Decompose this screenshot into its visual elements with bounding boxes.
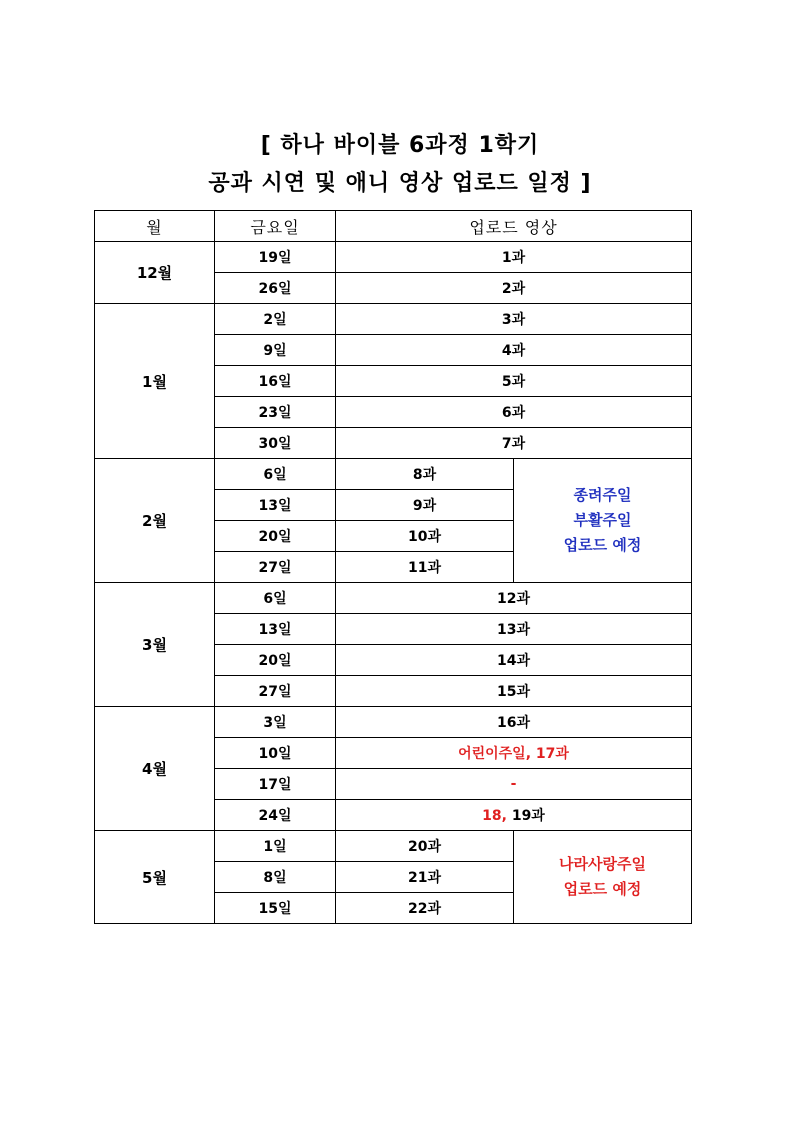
lesson-cell: 9과: [336, 490, 514, 521]
day-cell: 1일: [215, 831, 336, 862]
lesson-cell: 21과: [336, 862, 514, 893]
table-row: [95, 583, 692, 614]
day-cell: 17일: [215, 769, 336, 800]
month-cell-mar: 3월: [95, 583, 215, 707]
lesson-red-part: 18,: [482, 808, 507, 824]
table-row: [95, 242, 692, 273]
lesson-cell: 5과: [336, 366, 692, 397]
note-line: 업로드 예정: [563, 880, 642, 898]
table-row: [95, 304, 692, 335]
table-row: [95, 459, 692, 490]
lesson-cell: 4과: [336, 335, 692, 366]
lesson-cell: 10과: [336, 521, 514, 552]
may-note-cell: [514, 831, 692, 924]
month-cell-dec: 12월: [95, 242, 215, 304]
day-cell: 13일: [215, 614, 336, 645]
day-cell: 9일: [215, 335, 336, 366]
day-cell: 30일: [215, 428, 336, 459]
day-cell: 6일: [215, 459, 336, 490]
table-row: [95, 831, 692, 862]
day-cell: 15일: [215, 893, 336, 924]
day-cell: 13일: [215, 490, 336, 521]
lesson-cell: 어린이주일, 17과: [336, 738, 692, 769]
note-line: 종려주일: [573, 486, 632, 504]
month-cell-jan: 1월: [95, 304, 215, 459]
lesson-cell: [336, 800, 692, 831]
day-cell: 8일: [215, 862, 336, 893]
lesson-cell: 16과: [336, 707, 692, 738]
note-line: 부활주일: [573, 511, 632, 529]
header-month: 월: [95, 211, 215, 242]
day-cell: 16일: [215, 366, 336, 397]
lesson-cell: 12과: [336, 583, 692, 614]
table-row: [95, 707, 692, 738]
schedule-table: [94, 210, 692, 924]
lesson-black-part: 19과: [506, 808, 545, 824]
day-cell: 19일: [215, 242, 336, 273]
day-cell: 20일: [215, 521, 336, 552]
document-title-line2: 공과 시연 및 애니 영상 업로드 일정 ]: [208, 171, 592, 196]
day-cell: 6일: [215, 583, 336, 614]
lesson-cell: 3과: [336, 304, 692, 335]
month-cell-feb: 2월: [95, 459, 215, 583]
lesson-cell: 7과: [336, 428, 692, 459]
note-line: 업로드 예정: [563, 536, 642, 554]
header-upload: 업로드 영상: [336, 211, 692, 242]
table-header-row: [95, 211, 692, 242]
lesson-cell: 14과: [336, 645, 692, 676]
lesson-cell: 1과: [336, 242, 692, 273]
lesson-cell: 15과: [336, 676, 692, 707]
lesson-cell: 20과: [336, 831, 514, 862]
lesson-cell: 8과: [336, 459, 514, 490]
month-cell-apr: 4월: [95, 707, 215, 831]
day-cell: 24일: [215, 800, 336, 831]
day-cell: 20일: [215, 645, 336, 676]
lesson-cell: 22과: [336, 893, 514, 924]
day-cell: 10일: [215, 738, 336, 769]
day-cell: 2일: [215, 304, 336, 335]
lesson-cell: 6과: [336, 397, 692, 428]
note-line: 나라사랑주일: [559, 855, 646, 873]
month-cell-may: 5월: [95, 831, 215, 924]
day-cell: 23일: [215, 397, 336, 428]
lesson-cell: -: [336, 769, 692, 800]
document-title-line1: [ 하나 바이블 6과정 1학기: [260, 133, 540, 158]
day-cell: 26일: [215, 273, 336, 304]
day-cell: 3일: [215, 707, 336, 738]
header-friday: 금요일: [215, 211, 336, 242]
lesson-cell: 11과: [336, 552, 514, 583]
lesson-cell: 2과: [336, 273, 692, 304]
day-cell: 27일: [215, 552, 336, 583]
lesson-cell: 13과: [336, 614, 692, 645]
day-cell: 27일: [215, 676, 336, 707]
feb-note-cell: [514, 459, 692, 583]
